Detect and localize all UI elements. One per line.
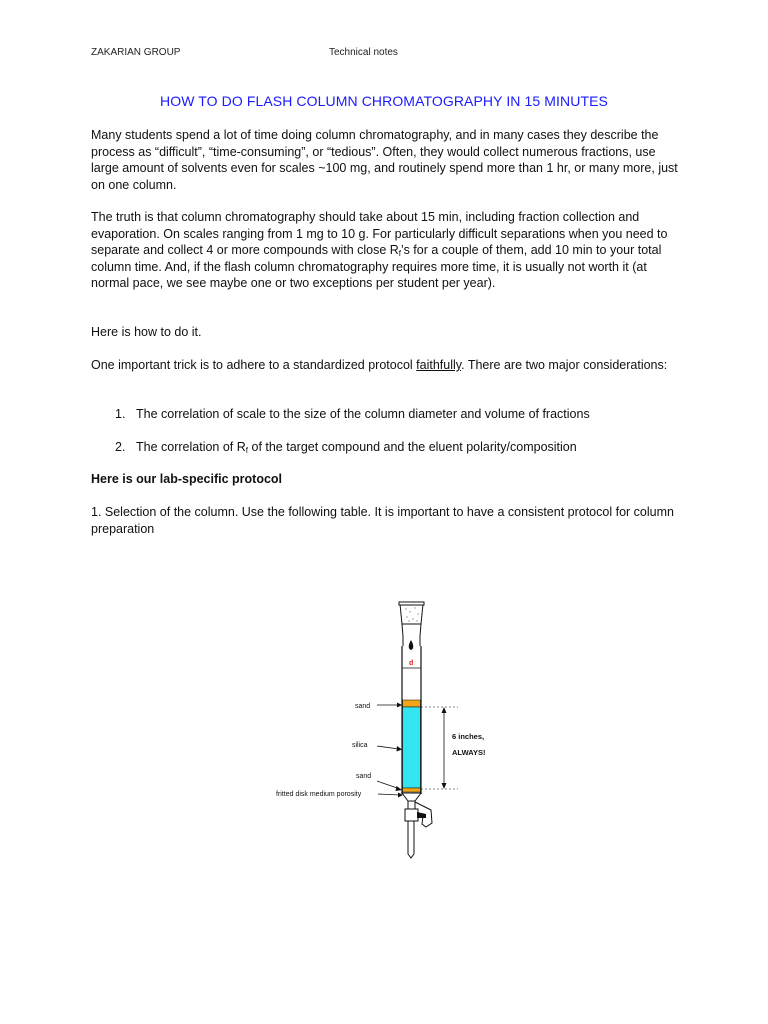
- height-label-line1: 6 inches,: [452, 732, 485, 741]
- silica-layer: [403, 707, 421, 788]
- faithfully-underlined: faithfully: [416, 358, 462, 372]
- paragraph-truth: [91, 209, 681, 292]
- paragraph-truth-part-b: ’s for a couple of them, add 10 min to your total column time. And, if the flash column chromatography requires more time, it is usually not worth it (at normal pace, we see maybe one or two exceptions per student per year).: [91, 243, 662, 291]
- silica-arrow-head: [397, 746, 403, 752]
- sand-bottom-layer: [403, 788, 421, 792]
- page-title: HOW TO DO FLASH COLUMN CHROMATOGRAPHY IN 15 MINUTES: [160, 93, 608, 109]
- height-arrow-head-top: [442, 707, 447, 713]
- frit-arrow: [378, 794, 400, 795]
- list-text: The correlation of scale to the size of the column diameter and volume of fractions: [136, 407, 590, 421]
- rf-subscript: f: [398, 249, 402, 259]
- sand-top-arrow-head: [397, 703, 402, 708]
- paragraph-how: Here is how to do it.: [91, 325, 202, 339]
- ground-glass-joint: [400, 604, 423, 624]
- d-label: d: [409, 660, 414, 667]
- list-number: 2.: [115, 440, 126, 454]
- paragraph-trick-part-a: One important trick is to adhere to a standardized protocol: [91, 358, 417, 372]
- stopcock-barrel: [405, 809, 418, 821]
- frit-label: fritted disk medium porosity: [276, 791, 362, 798]
- height-arrow-head-bottom: [442, 783, 447, 789]
- paragraph-intro: Many students spend a lot of time doing column chromatography, and in many cases they describe the process as “difficult”, “time-consuming”, or “tedious”. Often, they would collect numerous fractions, use large amount of solvents even for scales ~100 mg, and routinely spend more than 1 hr, or many more, just on one column.: [91, 128, 678, 192]
- drop-icon: [409, 640, 414, 650]
- rf-subscript: f: [245, 446, 249, 455]
- paragraph-trick: [91, 357, 681, 374]
- list-item: [115, 439, 675, 455]
- paragraph-truth-part-a: The truth is that column chromatography should take about 15 min, including fraction collection and evaporation. On scales ranging from 1 mg to 10 g. For particularly difficult separations when you need to separate and collect 4 or more compounds with close R: [91, 210, 668, 258]
- list-item: [115, 406, 675, 422]
- sand-top-label: sand: [355, 703, 371, 710]
- silica-arrow: [377, 746, 399, 749]
- paragraph-step1: 1. Selection of the column. Use the following table. It is important to have a consistent protocol for column preparation: [91, 505, 674, 536]
- height-label-line2: ALWAYS!: [452, 748, 486, 757]
- protocol-heading: Here is our lab-specific protocol: [91, 472, 283, 486]
- list-text-part-a: The correlation of R: [136, 440, 246, 454]
- paragraph-trick-part-b: . There are two major considerations:: [461, 358, 668, 372]
- sand-bottom-label: sand: [356, 773, 372, 780]
- sand-bottom-arrow-head: [396, 786, 403, 791]
- header-left: ZAKARIAN GROUP: [91, 47, 181, 58]
- fritted-disk: [402, 793, 421, 801]
- silica-label: silica: [352, 742, 368, 749]
- column-diagram: [260, 596, 520, 866]
- joint-lip: [399, 602, 424, 605]
- list-text-part-b: of the target compound and the eluent polarity/composition: [248, 440, 577, 454]
- sand-top-layer: [403, 700, 421, 707]
- outlet-tube: [408, 821, 414, 858]
- list-number: 1.: [115, 407, 126, 421]
- header-center: Technical notes: [329, 47, 398, 58]
